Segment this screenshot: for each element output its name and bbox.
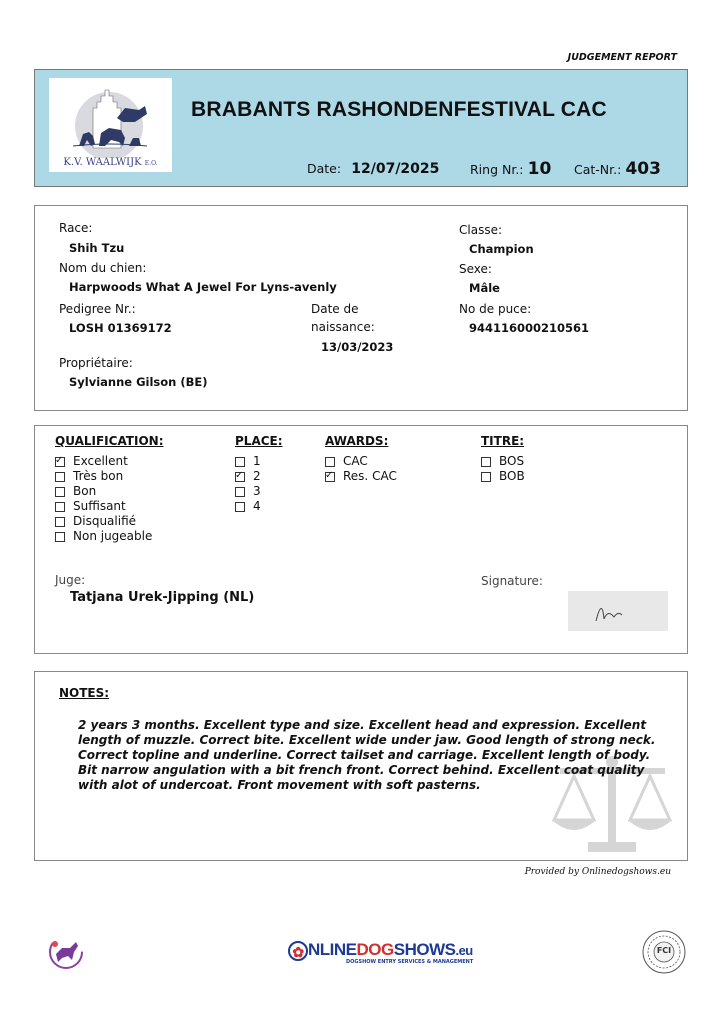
qualification-option[interactable]: ✓ Excellent <box>55 454 164 469</box>
signature-label: Signature: <box>481 574 543 588</box>
checkbox-checked-icon[interactable] <box>325 472 335 482</box>
place-option[interactable]: ✓ 2 <box>235 469 283 484</box>
dob-label-line1: Date de <box>311 302 359 316</box>
race-label: Race: <box>59 221 93 235</box>
onlinedogshows-tagline: DOGSHOW ENTRY SERVICES & MANAGEMENT <box>346 958 474 965</box>
titre-option[interactable]: BOS <box>481 454 525 469</box>
award-option[interactable]: CAC <box>325 454 397 469</box>
cat-label: Cat-Nr.: <box>574 162 622 177</box>
checkbox-icon[interactable] <box>55 472 65 482</box>
checkbox-icon[interactable] <box>235 502 245 512</box>
checkbox-icon[interactable] <box>235 457 245 467</box>
club-name: K.V. WAALWIJK <box>63 157 142 168</box>
place-option[interactable]: 1 <box>235 454 283 469</box>
ring-value: 10 <box>527 159 552 179</box>
event-title: BRABANTS RASHONDENFESTIVAL CAC <box>191 98 607 121</box>
club-logo <box>49 78 172 172</box>
qualification-option[interactable]: Non jugeable <box>55 529 164 544</box>
ring-label: Ring Nr.: <box>470 162 524 177</box>
owner-value: Sylvianne Gilson (BE) <box>69 375 208 389</box>
place-group <box>235 434 283 514</box>
report-type-label: JUDGEMENT REPORT <box>567 52 677 63</box>
onlinedogshows-wordmark: ✿ NLINEDOGSHOWS.eu <box>288 940 473 961</box>
class-value: Champion <box>469 242 534 256</box>
dog-info-panel <box>34 205 688 411</box>
fci-label: FCI <box>656 946 672 955</box>
checkbox-icon[interactable] <box>55 487 65 497</box>
qualification-option[interactable]: Bon <box>55 484 164 499</box>
chip-label: No de puce: <box>459 302 532 316</box>
dog-name-value: Harpwoods What A Jewel For Lyns-avenly <box>69 280 337 294</box>
checkbox-icon[interactable] <box>55 532 65 542</box>
notes-text: 2 years 3 months. Excellent type and size. Excellent head and expression. Excellent length of muzzle. Correct bite. Excellent wide under jaw. Good length of strong neck. Correct topline and underline. Correct tailset and carriage. Excellent length of body. Bit narrow angulation with a bit french front. Correct behind. Excellent coat quality with alot of undercoat. Front movement with soft pasterns. <box>78 718 656 792</box>
awards-group <box>325 434 397 484</box>
awards-title: AWARDS: <box>325 434 389 448</box>
place-title: PLACE: <box>235 434 283 448</box>
club-logo-caption <box>49 157 172 168</box>
race-value: Shih Tzu <box>69 241 125 255</box>
checkbox-icon[interactable] <box>481 472 491 482</box>
titre-title: TITRE: <box>481 434 525 448</box>
titre-option[interactable]: BOB <box>481 469 525 484</box>
dob-value: 13/03/2023 <box>321 340 394 354</box>
date-field <box>307 161 439 177</box>
qualification-option[interactable]: Suffisant <box>55 499 164 514</box>
signature-scribble-icon <box>568 591 668 631</box>
date-label: Date: <box>307 161 342 176</box>
ring-field <box>470 159 551 179</box>
provided-by-text: Provided by Onlinedogshows.eu <box>524 867 671 877</box>
fci-logo <box>641 929 687 975</box>
notes-title: NOTES: <box>59 686 110 700</box>
checkbox-checked-icon[interactable] <box>55 457 65 467</box>
onlinedogshows-logo[interactable] <box>288 940 473 965</box>
qualification-option[interactable]: Disqualifié <box>55 514 164 529</box>
club-logo-graphic <box>49 78 172 158</box>
paw-icon: ✿ <box>288 941 308 961</box>
place-option[interactable]: 4 <box>235 499 283 514</box>
sex-label: Sexe: <box>459 262 492 276</box>
checkbox-icon[interactable] <box>481 457 491 467</box>
checkbox-checked-icon[interactable] <box>235 472 245 482</box>
checkbox-icon[interactable] <box>325 457 335 467</box>
notes-panel <box>34 671 688 861</box>
chip-value: 944116000210561 <box>469 321 590 335</box>
qualification-option[interactable]: Très bon <box>55 469 164 484</box>
judge-name: Tatjana Urek-Jipping (NL) <box>70 590 255 605</box>
cat-field <box>574 159 661 179</box>
qualification-title: QUALIFICATION: <box>55 434 164 448</box>
checkbox-icon[interactable] <box>55 502 65 512</box>
checkbox-icon[interactable] <box>235 487 245 497</box>
dob-label-line2: naissance: <box>311 320 375 334</box>
signature-image <box>568 591 668 631</box>
pedigree-value: LOSH 01369172 <box>69 321 172 335</box>
club-suffix: E.O. <box>144 160 158 167</box>
header-banner <box>34 69 688 187</box>
checkbox-icon[interactable] <box>55 517 65 527</box>
dog-name-label: Nom du chien: <box>59 261 147 275</box>
results-panel <box>34 425 688 654</box>
titre-group <box>481 434 525 484</box>
place-option[interactable]: 3 <box>235 484 283 499</box>
date-value: 12/07/2025 <box>351 161 440 177</box>
club-dog-emblem-icon <box>46 932 86 972</box>
owner-label: Propriétaire: <box>59 356 133 370</box>
class-label: Classe: <box>459 223 502 237</box>
pedigree-label: Pedigree Nr.: <box>59 302 136 316</box>
award-option[interactable]: ✓ Res. CAC <box>325 469 397 484</box>
judge-label: Juge: <box>55 573 86 587</box>
cat-value: 403 <box>625 159 661 179</box>
qualification-group <box>55 434 164 544</box>
sex-value: Mâle <box>469 281 500 295</box>
